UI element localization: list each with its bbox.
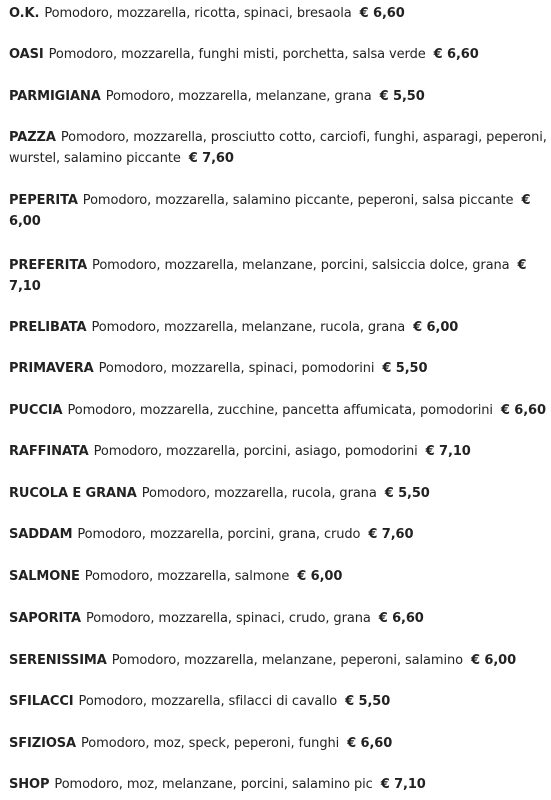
menu-item-price: € 7,10 xyxy=(380,777,426,792)
menu-item-name: OASI xyxy=(9,47,44,62)
menu-item xyxy=(9,86,547,107)
menu-item-description: Pomodoro, mozzarella, ricotta, spinaci, bresaola xyxy=(44,6,352,21)
menu-item-name: RUCOLA E GRANA xyxy=(9,486,137,501)
menu-item xyxy=(9,650,547,671)
menu-item-description: Pomodoro, mozzarella, spinaci, crudo, grana xyxy=(85,611,371,626)
menu-item xyxy=(9,127,547,169)
menu-item-price: € 5,50 xyxy=(379,89,425,104)
menu-item-name: SADDAM xyxy=(9,527,73,542)
menu-item-description: Pomodoro, mozzarella, melanzane, porcini, salsiccia dolce, grana xyxy=(92,258,510,273)
menu-item-name: SHOP xyxy=(9,777,50,792)
menu-item-description: Pomodoro, mozzarella, spinaci, pomodorini xyxy=(98,361,375,376)
menu-item-price: € 6,60 xyxy=(500,403,546,418)
menu-item xyxy=(9,691,547,712)
menu-item xyxy=(9,190,547,232)
menu-item-price: € 6,60 xyxy=(433,47,479,62)
menu-item-description: Pomodoro, mozzarella, sfilacci di cavallo xyxy=(78,694,338,709)
menu-item-price: € 6,00 xyxy=(9,193,531,229)
menu-item-price: € 6,60 xyxy=(347,736,393,751)
menu-item-description: Pomodoro, mozzarella, melanzane, rucola, grana xyxy=(91,320,406,335)
menu-item-price: € 6,00 xyxy=(471,653,517,668)
menu-item-price: € 6,00 xyxy=(413,320,459,335)
menu-item-description: Pomodoro, mozzarella, salamino piccante, peperoni, salsa piccante xyxy=(82,193,514,208)
menu-item-price: € 6,60 xyxy=(359,6,405,21)
menu-item-name: PEPERITA xyxy=(9,193,78,208)
menu-item-description: Pomodoro, mozzarella, prosciutto cotto, carciofi, funghi, asparagi, peperoni, wurstel, salamino piccante xyxy=(9,130,547,166)
menu-item-description: Pomodoro, mozzarella, salmone xyxy=(84,569,290,584)
menu-item-description: Pomodoro, mozzarella, zucchine, pancetta affumicata, pomodorini xyxy=(67,403,493,418)
menu-item-description: Pomodoro, mozzarella, rucola, grana xyxy=(141,486,377,501)
menu-item-name: PRELIBATA xyxy=(9,320,87,335)
menu-item-price: € 7,10 xyxy=(9,258,527,294)
menu-item-description: Pomodoro, moz, speck, peperoni, funghi xyxy=(81,736,340,751)
menu-item-description: Pomodoro, mozzarella, porcini, grana, crudo xyxy=(77,527,361,542)
menu-item-price: € 6,00 xyxy=(297,569,343,584)
menu-item-description: Pomodoro, mozzarella, funghi misti, porchetta, salsa verde xyxy=(48,47,426,62)
menu-item xyxy=(9,3,547,24)
menu-item xyxy=(9,317,547,338)
menu-item xyxy=(9,441,547,462)
menu-item-name: SAPORITA xyxy=(9,611,81,626)
menu-item-name: SFILACCI xyxy=(9,694,74,709)
menu-item-description: Pomodoro, mozzarella, porcini, asiago, pomodorini xyxy=(93,444,418,459)
menu-item-description: Pomodoro, moz, melanzane, porcini, salamino pic xyxy=(54,777,373,792)
menu-item xyxy=(9,524,547,545)
menu-item xyxy=(9,774,547,795)
menu-item-name: PREFERITA xyxy=(9,258,88,273)
menu-item-description: Pomodoro, mozzarella, melanzane, grana xyxy=(105,89,372,104)
menu-item-name: O.K. xyxy=(9,6,40,21)
menu-item xyxy=(9,400,547,421)
menu-item-name: SERENISSIMA xyxy=(9,653,107,668)
menu-item-price: € 5,50 xyxy=(345,694,391,709)
menu-item-name: PUCCIA xyxy=(9,403,63,418)
menu-item-name: SFIZIOSA xyxy=(9,736,77,751)
menu-item-price: € 7,60 xyxy=(188,151,234,166)
menu-item xyxy=(9,358,547,379)
menu-item xyxy=(9,483,547,504)
menu-item-name: PARMIGIANA xyxy=(9,89,101,104)
menu-item-price: € 7,10 xyxy=(425,444,471,459)
menu-item-name: RAFFINATA xyxy=(9,444,89,459)
menu-item xyxy=(9,733,547,754)
menu-item xyxy=(9,255,547,297)
menu-item xyxy=(9,566,547,587)
menu-item-price: € 5,50 xyxy=(384,486,430,501)
menu-item-price: € 5,50 xyxy=(382,361,428,376)
menu-item xyxy=(9,608,547,629)
menu-item-description: Pomodoro, mozzarella, melanzane, peperoni, salamino xyxy=(111,653,463,668)
menu-item-name: SALMONE xyxy=(9,569,80,584)
menu-item xyxy=(9,44,547,65)
menu-item-price: € 6,60 xyxy=(378,611,424,626)
menu-item-name: PRIMAVERA xyxy=(9,361,94,376)
menu-item-price: € 7,60 xyxy=(368,527,414,542)
menu-item-name: PAZZA xyxy=(9,130,56,145)
